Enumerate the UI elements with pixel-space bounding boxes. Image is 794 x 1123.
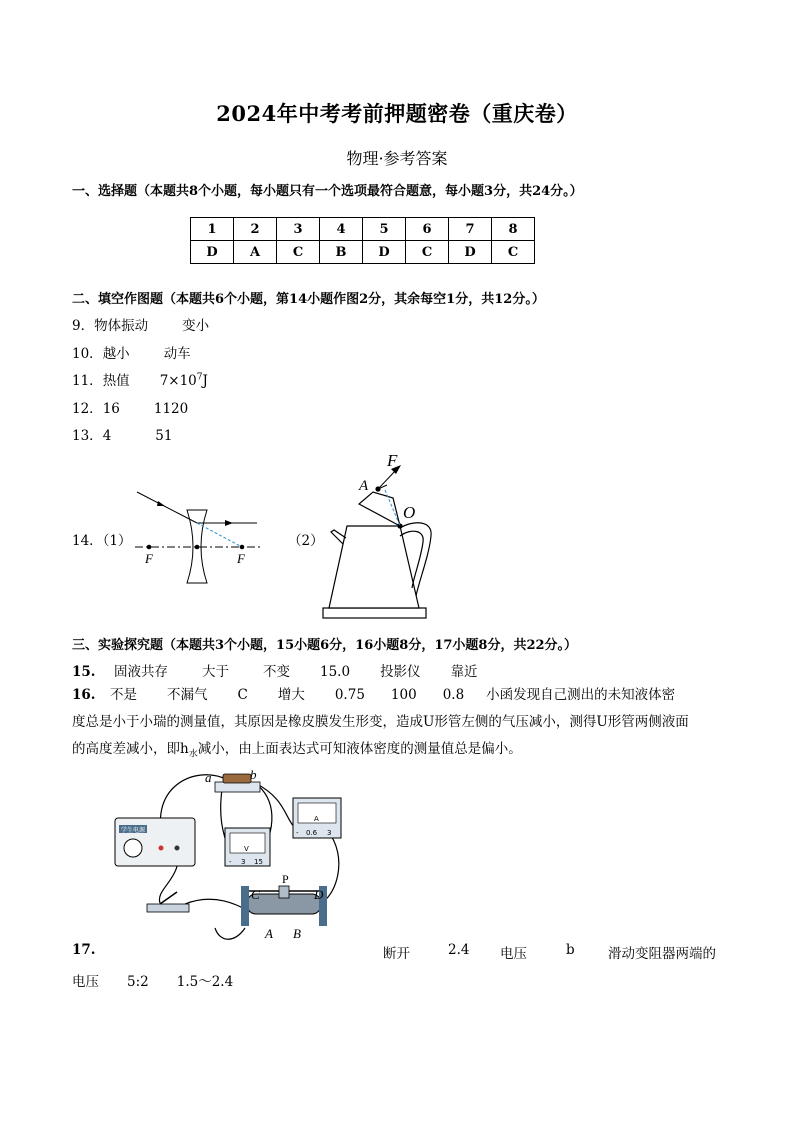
page-subtitle: 物理·参考答案 (346, 149, 448, 168)
voltmeter-label: V (244, 845, 249, 853)
label-b: b (250, 768, 257, 782)
lens-diagram (125, 480, 265, 590)
exponent: 7 (196, 372, 203, 383)
explanation-text: 的高度差减小，即h (72, 741, 189, 757)
table-cell: 3 (277, 218, 320, 241)
focal-point-right (240, 545, 245, 550)
label-d: D (314, 887, 324, 902)
answer-text: 不是 (110, 687, 137, 703)
answer-line-q17-cont (72, 970, 233, 990)
answer-text: 固液共存 (114, 664, 168, 680)
table-cell: 1 (191, 218, 234, 241)
label-a-terminal: A (265, 926, 273, 941)
rheostat-end (241, 886, 249, 926)
label-o: O (403, 503, 416, 522)
tick-label: 3 (241, 858, 246, 866)
question-number: 15. (72, 664, 96, 680)
section3-heading: 三、实验探究题（本题共3个小题，15小题6分，16小题8分，17小题8分，共22分。） (72, 638, 578, 653)
answer-text: 1.5～2.4 (176, 974, 234, 990)
answer-text: 51 (155, 428, 173, 444)
wire (215, 928, 245, 939)
explanation-text: 减小，由上面表达式可知液体密度的测量值总是偏小。 (197, 741, 522, 757)
tick-label: 15 (254, 858, 263, 866)
answer-text: 投影仪 (380, 664, 421, 680)
question-number: 16. (72, 687, 96, 703)
answer-text: 2.4 (448, 942, 470, 958)
q14-label-2: （2） (288, 533, 324, 549)
answer-text: 滑动变阻器两端的 (608, 946, 716, 962)
focal-label-right: F (237, 551, 245, 566)
answer-line-q11 (72, 369, 208, 389)
supply-knob (124, 839, 142, 857)
question-number: 13． (72, 428, 103, 444)
resistor-stand (215, 782, 260, 792)
answer-text: b (566, 942, 575, 958)
table-cell: C (492, 241, 535, 264)
answer-text: 越小 (102, 346, 130, 362)
answer-text: 电压 (72, 974, 99, 990)
table-cell: D (363, 241, 406, 264)
section1-heading: 一、选择题（本题共8个小题，每小题只有一个选项最符合题意，每小题3分，共24分。） (72, 184, 583, 199)
tick-label: - (229, 858, 232, 866)
ray-arrow (157, 501, 165, 506)
answer-text: 物体振动 (94, 318, 149, 334)
answer-line-q12 (72, 397, 188, 417)
answer-text: 100 (390, 687, 417, 703)
answer-text: 动车 (163, 346, 191, 362)
incident-ray (137, 492, 197, 523)
resistor (223, 774, 251, 783)
section2-heading: 二、填空作图题（本题共6个小题，第14小题作图2分，其余每空1分，共12分。） (72, 292, 545, 307)
ammeter-label: A (314, 815, 319, 823)
answer-text: 0.8 (442, 687, 465, 703)
question-number: 9． (72, 318, 95, 334)
answer-line-q9 (72, 314, 209, 334)
kettle-body (329, 526, 419, 608)
answer-text: 不变 (263, 664, 290, 680)
answer-text: 电压 (500, 946, 527, 962)
wire (255, 783, 295, 828)
subscript: 水 (188, 749, 198, 760)
extension-line (197, 523, 242, 547)
table-row-numbers (191, 218, 535, 241)
explanation-line (72, 736, 722, 769)
focal-point-left (147, 545, 152, 550)
answer-text: 热值 (102, 373, 130, 389)
table-cell: 6 (406, 218, 449, 241)
label-f: F (387, 451, 398, 470)
switch-lever (160, 892, 177, 904)
question-number: 17. (72, 942, 96, 958)
answer-text: 1120 (153, 401, 189, 417)
rheostat-slider (279, 886, 289, 898)
answer-table (190, 217, 535, 264)
table-cell: 4 (320, 218, 363, 241)
optical-center (195, 545, 200, 550)
table-cell: D (449, 241, 492, 264)
focal-label-left: F (145, 551, 153, 566)
answer-line-q10 (72, 342, 191, 362)
label-c: C (251, 887, 260, 902)
question-number: 11． (72, 373, 103, 389)
answer-text: 0.75 (334, 687, 365, 703)
table-cell: D (191, 241, 234, 264)
supply-terminal (175, 846, 180, 851)
table-cell: 8 (492, 218, 535, 241)
unit: J (202, 373, 208, 389)
q14-label-1: 14．（1） (72, 533, 132, 549)
kettle-lid (359, 492, 400, 526)
tick-label: 3 (327, 829, 332, 837)
label-p: P (282, 872, 289, 886)
kettle-diagram (315, 446, 450, 624)
answer-text: 4 (102, 428, 112, 444)
answer-line-q15 (72, 660, 478, 680)
question-number: 10． (72, 346, 103, 362)
answer-text: 靠近 (450, 664, 478, 680)
table-cell: 5 (363, 218, 406, 241)
answer-text: 增大 (277, 687, 305, 703)
kettle-base (323, 608, 426, 618)
label-a: A (359, 478, 369, 494)
answer-text: 5:2 (127, 974, 149, 990)
supply-terminal (159, 846, 164, 851)
answer-line-q13 (72, 424, 172, 444)
question-number: 12． (72, 401, 103, 417)
ray-arrow (225, 520, 233, 526)
table-row-answers (191, 241, 535, 264)
answer-text: 断开 (383, 946, 410, 962)
table-cell: A (234, 241, 277, 264)
label-b-terminal: B (293, 926, 301, 941)
table-cell: B (320, 241, 363, 264)
page-title: 2024年中考考前押题密卷（重庆卷） (216, 101, 578, 126)
switch (147, 904, 189, 912)
tick-label: 0.6 (306, 829, 318, 837)
answer-text: 16 (102, 401, 120, 417)
circuit-diagram (105, 768, 355, 943)
answer-text: 大于 (202, 664, 229, 680)
answer-text: C (237, 687, 248, 703)
tick-label: - (296, 829, 299, 837)
table-cell: C (406, 241, 449, 264)
answer-text: 7×10 (159, 373, 197, 389)
answer-text: 小函发现自己测出的未知液体密 (486, 687, 676, 703)
table-cell: 7 (449, 218, 492, 241)
supply-label: 学生电源 (121, 827, 146, 834)
answer-block-q16 (72, 682, 722, 769)
table-cell: C (277, 241, 320, 264)
table-cell: 2 (234, 218, 277, 241)
label-a: a (205, 770, 212, 785)
explanation-line: 度总是小于小瑞的测量值，其原因是橡皮膜发生形变，造成U形管左侧的气压减小，测得U形管两侧液面 (72, 714, 689, 730)
answer-text: 变小 (182, 318, 210, 334)
answer-text: 15.0 (320, 664, 351, 680)
answer-text: 不漏气 (167, 687, 208, 703)
